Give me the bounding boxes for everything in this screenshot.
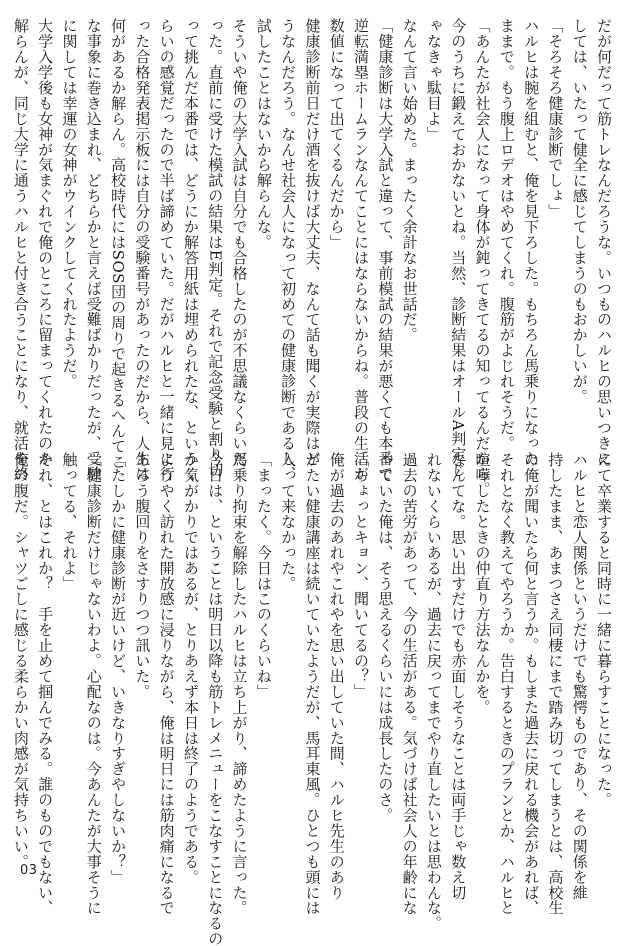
- text-line: ゃなきゃ駄目よ」: [424, 18, 443, 142]
- text-line: 「健康診断は大学入試と違って、事前模試の結果が悪くても本番で: [376, 18, 395, 482]
- text-line: しては、いたって健全に感じてしまうのもおかしいが。: [570, 18, 589, 405]
- text-line: 俺が過去のあれやこれやを思い出していた間、ハルヒ先生のあり: [327, 452, 346, 901]
- text-line: 「そろそろ健康診断でしょ」: [546, 18, 565, 219]
- text-line: 試したことはないから解らんな。: [254, 18, 273, 250]
- text-line: 喧嘩したときの仲直り方法なんかを。: [473, 452, 492, 715]
- text-line: 触ってる、それよ」: [60, 452, 79, 592]
- text-line: 何があるか解らん。高校時代にはSOS団の周りで起きるへんてこ: [109, 18, 128, 470]
- text-line: った合格発表掲示板には自分の受験番号があったのだから、人生は: [133, 18, 152, 482]
- text-line: な事象に巻き込まれ、どちらかと言えば受難ばかりだったが、受験: [84, 18, 103, 482]
- text-line: がたい健康講座は続いていたようだが、馬耳東風。ひとつも頭には: [303, 452, 322, 916]
- text-line: 「まったく。今日はこのくらいね」: [254, 452, 273, 700]
- text-line: 逆転満塁ホームランなんてことにはならないからね。普段の生活が: [352, 18, 371, 482]
- text-line: か気がかりではあるが、とりあえず本日は終了のようである。: [181, 452, 200, 885]
- text-line: 入って来なかった。: [279, 452, 298, 592]
- text-line: に関しては幸運の女神がウインクしてくれたようだ。: [60, 18, 79, 389]
- text-line: ハルヒと恋人関係というだけでも驚愕ものであり、その関係を維: [570, 452, 589, 901]
- text-line: って挑んだ本番では、どうにか解答用紙は埋められたな、というく: [181, 18, 200, 482]
- text-line: 大学入学後も女神が気まぐれで俺のところに留まってくれたのか: [36, 18, 55, 467]
- text-line: 馬乗り拘束を解除したハルヒは立ち上がり、諦めたように言った。: [230, 452, 249, 916]
- text-line: 「たしかに健康診断が近いけど、いきなりすぎやしないか？」: [109, 452, 128, 885]
- text-line: ようやく訪れた開放感に浸りながら、俺は明日には筋肉痛になるで: [157, 452, 176, 916]
- text-line: 「健康診断だけじゃないわよ。心配なのは。今あんたが大事そうに: [84, 452, 103, 916]
- text-line: えて卒業すると同時に一緒に暮らすことになった。: [595, 452, 613, 808]
- text-line: うなんだろう。なんせ社会人になって初めての健康診断であるし、: [279, 18, 298, 482]
- text-line: れないくらいあるが、過去に戻ってまでやり直したいとは思わんな。: [424, 452, 443, 931]
- text-line: 俺の腹だ。シャツごしに感じる柔らかい肉感が気持ちいい。: [11, 452, 30, 870]
- text-line: った。直前に受けた模試の結果はE判定。それで記念受験と割り切: [206, 18, 225, 478]
- text-line: それ、とはこれか？ 手を止めて掴んでみる。誰のものでもない、: [36, 452, 55, 916]
- text-line: なんて言い始めた。まったく余計なお世話だ。: [400, 18, 419, 343]
- text-line: そういや俺の大学入試は自分でも合格したのが不思議なくらいだ: [230, 18, 249, 467]
- text-line: だが何だって筋トレなんだろうな。いつものハルヒの思いつきに: [595, 18, 613, 467]
- text-line: 健康診断前日だけ酒を抜けば大丈夫、なんて話も聞くが実際はど: [303, 18, 322, 467]
- text-line: 今日は、ということは明日以降も筋トレメニューをこなすことになるの: [206, 452, 225, 946]
- text-line: あろう腹回りをさすりつつ訊いた。: [133, 452, 152, 700]
- text-line: 「ちょっとキョン、聞いてるの？」: [352, 452, 371, 700]
- text-line: ままで。もう腹上ロデオはやめてくれ。腹筋がよじれそうだ。: [497, 18, 516, 451]
- text-line: それとなく教えてやろうか。告白するときのプランとか、ハルヒと: [497, 452, 516, 916]
- text-line: らいの感覚だったので半ば諦めていた。だがハルヒと一緒に見に行: [157, 18, 176, 482]
- text-line: 持したまま、あまつさえ同棲にまで踏み切ってしまうとは、高校生: [546, 452, 565, 916]
- text-block-top: [11, 18, 616, 497]
- text-line: 過去の苦労があって、今の生活がある。気づけば社会人の年齢にな: [400, 452, 419, 916]
- text-line: 数値になって出てくるんだから」: [327, 18, 346, 250]
- text-line: の俺が聞いたら何と言うか。もしまた過去に戻れる機会があれば、: [522, 452, 541, 916]
- text-line: なんてな。思い出すだけでも赤面しそうなことは両手じゃ数え切: [449, 452, 468, 901]
- text-line: 解らんが、同じ大学に通うハルヒと付き合うことになり、就活を終: [11, 18, 30, 482]
- text-line: っていた俺は、そう思えるくらいには成長したのさ。: [376, 452, 395, 823]
- text-line: 「あんたが社会人になって身体が鈍ってきてるの知ってるんだから。: [473, 18, 492, 497]
- page-number: 03: [20, 863, 38, 878]
- text-line: 今のうちに鍛えておかないとね。当然、診断結果はオールA判定じ: [449, 18, 468, 478]
- text-line: ハルヒは腕を組むと、俺を見下ろした。もちろん馬乗りになった: [522, 18, 541, 467]
